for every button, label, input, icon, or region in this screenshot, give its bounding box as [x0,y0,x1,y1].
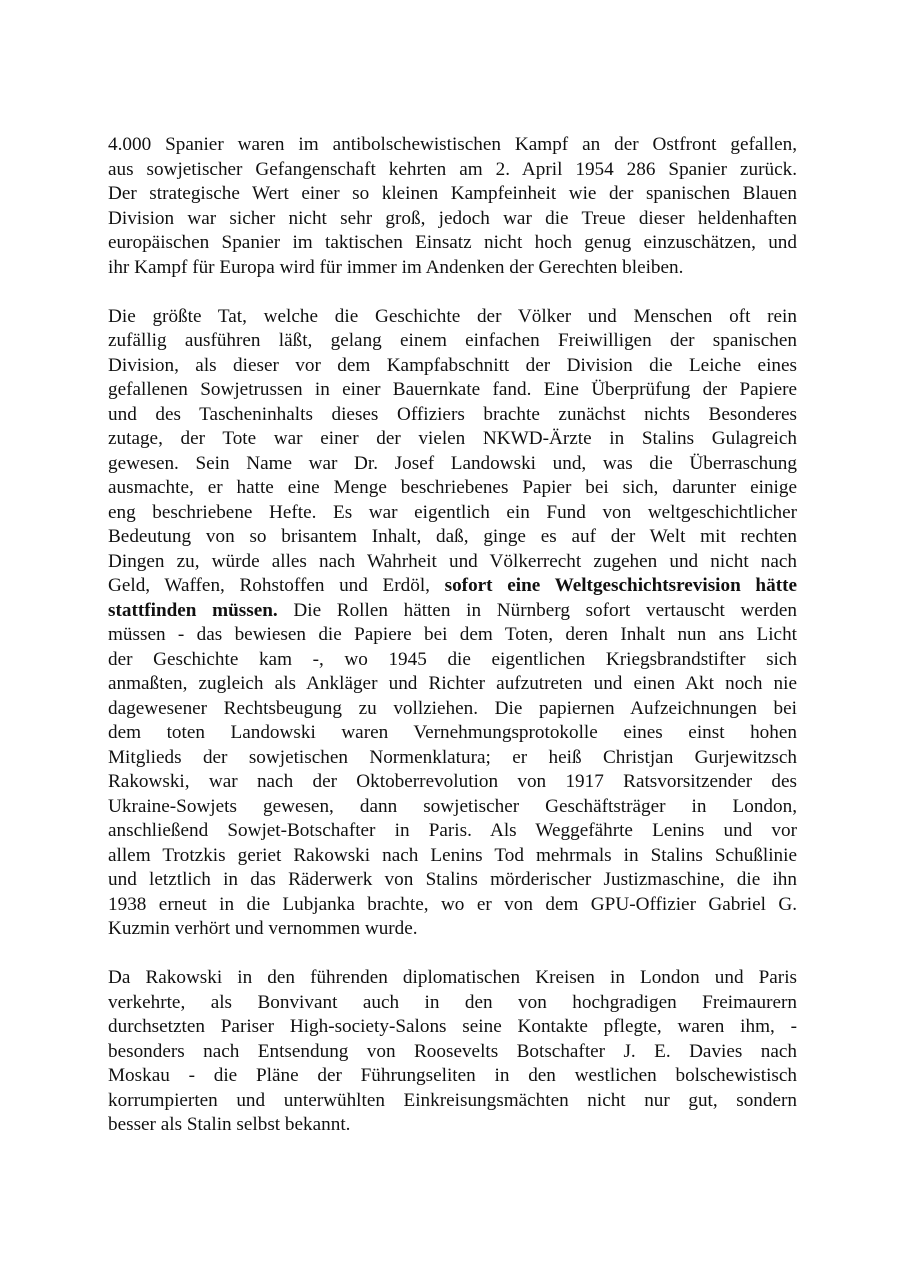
text-line: verkehrte, als Bonvivant auch in den von hochgradigen Freimaurern [108,991,797,1013]
text-line: Moskau - die Pläne der Führungseliten in den westlichen bolschewistisch [108,1065,797,1086]
paragraph-3 [108,966,797,1138]
text-line: ausmachte, er hatte eine Menge beschriebenes Papier bei sich, darunter einige [108,477,797,498]
text-line: Die größte Tat, welche die Geschichte der Völker und Menschen oft rein [108,305,797,327]
paragraph-1 [108,133,797,280]
text-line: Division, als dieser vor dem Kampfabschnitt der Division die Leiche eines [108,354,797,376]
text-line: und letztlich in das Räderwerk von Stalins mörderischer Justizmaschine, die ihn [108,869,797,890]
text-line: Mitglieds der sowjetischen Normenklatura; er heiß Christjan Gurjewitzsch [108,746,797,768]
text-line: eng beschriebene Hefte. Es war eigentlich ein Fund von weltgeschichtlicher [108,501,797,523]
text-line: ihr Kampf für Europa wird für immer im Andenken der Gerechten bleiben. [108,256,684,278]
text-line: der Geschichte kam -, wo 1945 die eigentlichen Kriegsbrandstifter sich [108,648,797,670]
bold-emphasis: stattfinden müssen. [108,599,278,621]
text-line: gewesen. Sein Name war Dr. Josef Landowski und, was die Überraschung [108,452,797,474]
text-line: anmaßten, zugleich als Ankläger und Richter aufzutreten und einen Akt noch nie [108,673,797,694]
text-line: müssen - das bewiesen die Papiere bei dem Toten, deren Inhalt nun ans Licht [108,624,797,645]
text-line: aus sowjetischer Gefangenschaft kehrten am 2. April 1954 286 Spanier zurück. [108,158,797,180]
text-line: gefallenen Sowjetrussen in einer Bauernkate fand. Eine Überprüfung der Papiere [108,379,797,400]
text-line: europäischen Spanier im taktischen Einsatz nicht hoch genug einzuschätzen, und [108,232,797,253]
text-line: korrumpierten und unterwühlten Einkreisungsmächten nicht nur gut, sondern [108,1089,797,1111]
text-line: durchsetzten Pariser High-society-Salons seine Kontakte pflegte, waren ihm, - [108,1016,797,1037]
text-line: Rakowski, war nach der Oktoberrevolution von 1917 Ratsvorsitzender des [108,771,797,792]
document-body [108,133,797,1162]
text-line: Bedeutung von so brisantem Inhalt, daß, ginge es auf der Welt mit rechten [108,526,797,547]
text-line: Dingen zu, würde alles nach Wahrheit und Völkerrecht zugehen und nicht nach [108,550,797,572]
text-line: 1938 erneut in die Lubjanka brachte, wo er von dem GPU-Offizier Gabriel G. [108,893,797,915]
paragraph-2 [108,305,797,942]
text-line: und des Tascheninhalts dieses Offiziers brachte zunächst nichts Besonderes [108,403,797,425]
text-line: 4.000 Spanier waren im antibolschewistischen Kampf an der Ostfront gefallen, [108,134,797,155]
text-line: Division war sicher nicht sehr groß, jedoch war die Treue dieser heldenhaften [108,207,797,229]
normal-text: Die Rollen hätten in Nürnberg sofort vertauscht werden [277,599,798,621]
text-line-mixed [108,574,797,599]
text-line: dagewesener Rechtsbeugung zu vollziehen. Die papiernen Aufzeichnungen bei [108,697,797,719]
text-line-mixed [108,599,797,624]
text-line: Kuzmin verhört und vernommen wurde. [108,918,418,939]
bold-emphasis: sofort eine Weltgeschichtsrevision hätte [444,575,797,596]
normal-text: Geld, Waffen, Rohstoffen und Erdöl, [108,575,445,596]
text-line: anschließend Sowjet-Botschafter in Paris. Als Weggefährte Lenins und vor [108,820,797,841]
text-line: dem toten Landowski waren Vernehmungsprotokolle eines einst hohen [108,722,797,743]
text-line: allem Trotzkis geriet Rakowski nach Lenins Tod mehrmals in Stalins Schußlinie [108,844,797,866]
text-line: Der strategische Wert einer so kleinen Kampfeinheit wie der spanischen Blauen [108,183,797,204]
text-line: zufällig ausführen läßt, gelang einem einfachen Freiwilligen der spanischen [108,330,797,351]
text-line: besonders nach Entsendung von Roosevelts Botschafter J. E. Davies nach [108,1040,797,1062]
text-line: Da Rakowski in den führenden diplomatischen Kreisen in London und Paris [108,967,797,988]
text-line: besser als Stalin selbst bekannt. [108,1114,351,1135]
text-line: zutage, der Tote war einer der vielen NKWD-Ärzte in Stalins Gulagreich [108,428,797,449]
text-line: Ukraine-Sowjets gewesen, dann sowjetischer Geschäftsträger in London, [108,795,797,817]
